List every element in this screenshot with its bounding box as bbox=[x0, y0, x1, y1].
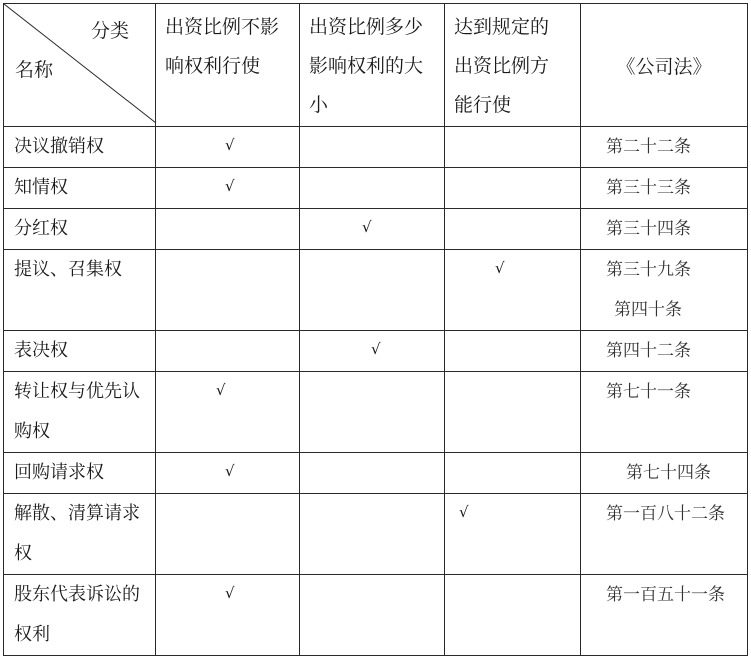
check-cell bbox=[156, 127, 300, 168]
law-article-cell bbox=[581, 168, 748, 209]
header-col-threshold: 达到规定的 出资比例方 能行使 bbox=[445, 4, 581, 127]
right-name-line: 知情权 bbox=[14, 177, 68, 198]
shareholder-rights-table bbox=[3, 3, 748, 656]
header-col-company-law: 《公司法》 bbox=[581, 4, 748, 127]
right-name-line: 表决权 bbox=[14, 340, 68, 361]
check-cell bbox=[445, 250, 581, 331]
check-mark: √ bbox=[225, 462, 235, 480]
check-cell bbox=[156, 209, 300, 250]
law-article: 第四十二条 bbox=[606, 341, 691, 361]
right-name-line: 回购请求权 bbox=[14, 462, 104, 483]
check-cell bbox=[445, 372, 581, 453]
check-cell bbox=[156, 168, 300, 209]
check-cell bbox=[156, 575, 300, 656]
right-name-cell bbox=[4, 127, 156, 168]
table-row bbox=[4, 127, 748, 168]
check-cell bbox=[445, 575, 581, 656]
right-name-cell bbox=[4, 250, 156, 331]
check-cell bbox=[156, 331, 300, 372]
law-article-cell bbox=[581, 209, 748, 250]
right-name-line: 决议撤销权 bbox=[14, 136, 104, 157]
header-col-no-effect: 出资比例不影 响权利行使 bbox=[156, 4, 300, 127]
law-article: 第一百五十一条 bbox=[606, 585, 725, 605]
law-article-cell bbox=[581, 331, 748, 372]
check-mark: √ bbox=[216, 381, 226, 399]
check-cell bbox=[300, 453, 445, 494]
check-cell bbox=[156, 372, 300, 453]
law-article-cell bbox=[581, 575, 748, 656]
name-label: 名称 bbox=[15, 59, 54, 81]
right-name-line: 分红权 bbox=[14, 218, 68, 239]
right-name-line: 权利 bbox=[14, 624, 50, 645]
table-row bbox=[4, 209, 748, 250]
right-name-line: 提议、召集权 bbox=[14, 259, 122, 280]
right-name-line: 解散、清算请求 bbox=[14, 503, 140, 524]
category-label: 分类 bbox=[90, 20, 129, 42]
header-col-proportional: 出资比例多少 影响权利的大 小 bbox=[300, 4, 445, 127]
check-cell bbox=[300, 168, 445, 209]
check-mark: √ bbox=[225, 177, 235, 195]
check-mark: √ bbox=[225, 136, 235, 154]
diagonal-header-cell bbox=[4, 4, 156, 127]
law-article: 第七十四条 bbox=[626, 463, 711, 483]
law-article-cell bbox=[581, 453, 748, 494]
check-cell bbox=[300, 209, 445, 250]
check-cell bbox=[445, 453, 581, 494]
check-cell bbox=[445, 209, 581, 250]
check-cell bbox=[445, 331, 581, 372]
right-name-line: 转让权与优先认 bbox=[14, 381, 140, 402]
right-name-line: 购权 bbox=[14, 421, 50, 442]
law-article: 第七十一条 bbox=[606, 382, 691, 402]
check-cell bbox=[300, 494, 445, 575]
table-row bbox=[4, 494, 748, 575]
right-name-cell bbox=[4, 575, 156, 656]
check-cell bbox=[300, 372, 445, 453]
law-article-cell bbox=[581, 494, 748, 575]
check-mark: √ bbox=[495, 259, 505, 277]
right-name-cell bbox=[4, 209, 156, 250]
law-article: 第三十九条 bbox=[606, 260, 691, 280]
check-mark: √ bbox=[459, 503, 469, 521]
check-cell bbox=[300, 575, 445, 656]
law-article-cell bbox=[581, 250, 748, 331]
check-cell bbox=[156, 494, 300, 575]
table-row bbox=[4, 575, 748, 656]
right-name-line: 股东代表诉讼的 bbox=[14, 584, 140, 605]
check-cell bbox=[445, 127, 581, 168]
right-name-cell bbox=[4, 494, 156, 575]
law-article: 第四十条 bbox=[614, 300, 682, 320]
law-article: 第三十三条 bbox=[606, 178, 691, 198]
check-mark: √ bbox=[371, 340, 381, 358]
table-row bbox=[4, 331, 748, 372]
right-name-line: 权 bbox=[14, 543, 32, 564]
law-article: 第二十二条 bbox=[606, 137, 691, 157]
check-cell bbox=[156, 453, 300, 494]
right-name-cell bbox=[4, 372, 156, 453]
header-row bbox=[4, 4, 748, 127]
right-name-cell bbox=[4, 331, 156, 372]
check-cell bbox=[445, 168, 581, 209]
law-article: 第三十四条 bbox=[606, 219, 691, 239]
table-row bbox=[4, 168, 748, 209]
check-mark: √ bbox=[362, 218, 372, 236]
law-article: 第一百八十二条 bbox=[606, 504, 725, 524]
law-article-cell bbox=[581, 372, 748, 453]
table-row bbox=[4, 372, 748, 453]
right-name-cell bbox=[4, 453, 156, 494]
check-mark: √ bbox=[225, 584, 235, 602]
table-row bbox=[4, 250, 748, 331]
table-row bbox=[4, 453, 748, 494]
check-cell bbox=[300, 127, 445, 168]
check-cell bbox=[156, 250, 300, 331]
check-cell bbox=[300, 250, 445, 331]
check-cell bbox=[445, 494, 581, 575]
right-name-cell bbox=[4, 168, 156, 209]
law-article-cell bbox=[581, 127, 748, 168]
check-cell bbox=[300, 331, 445, 372]
